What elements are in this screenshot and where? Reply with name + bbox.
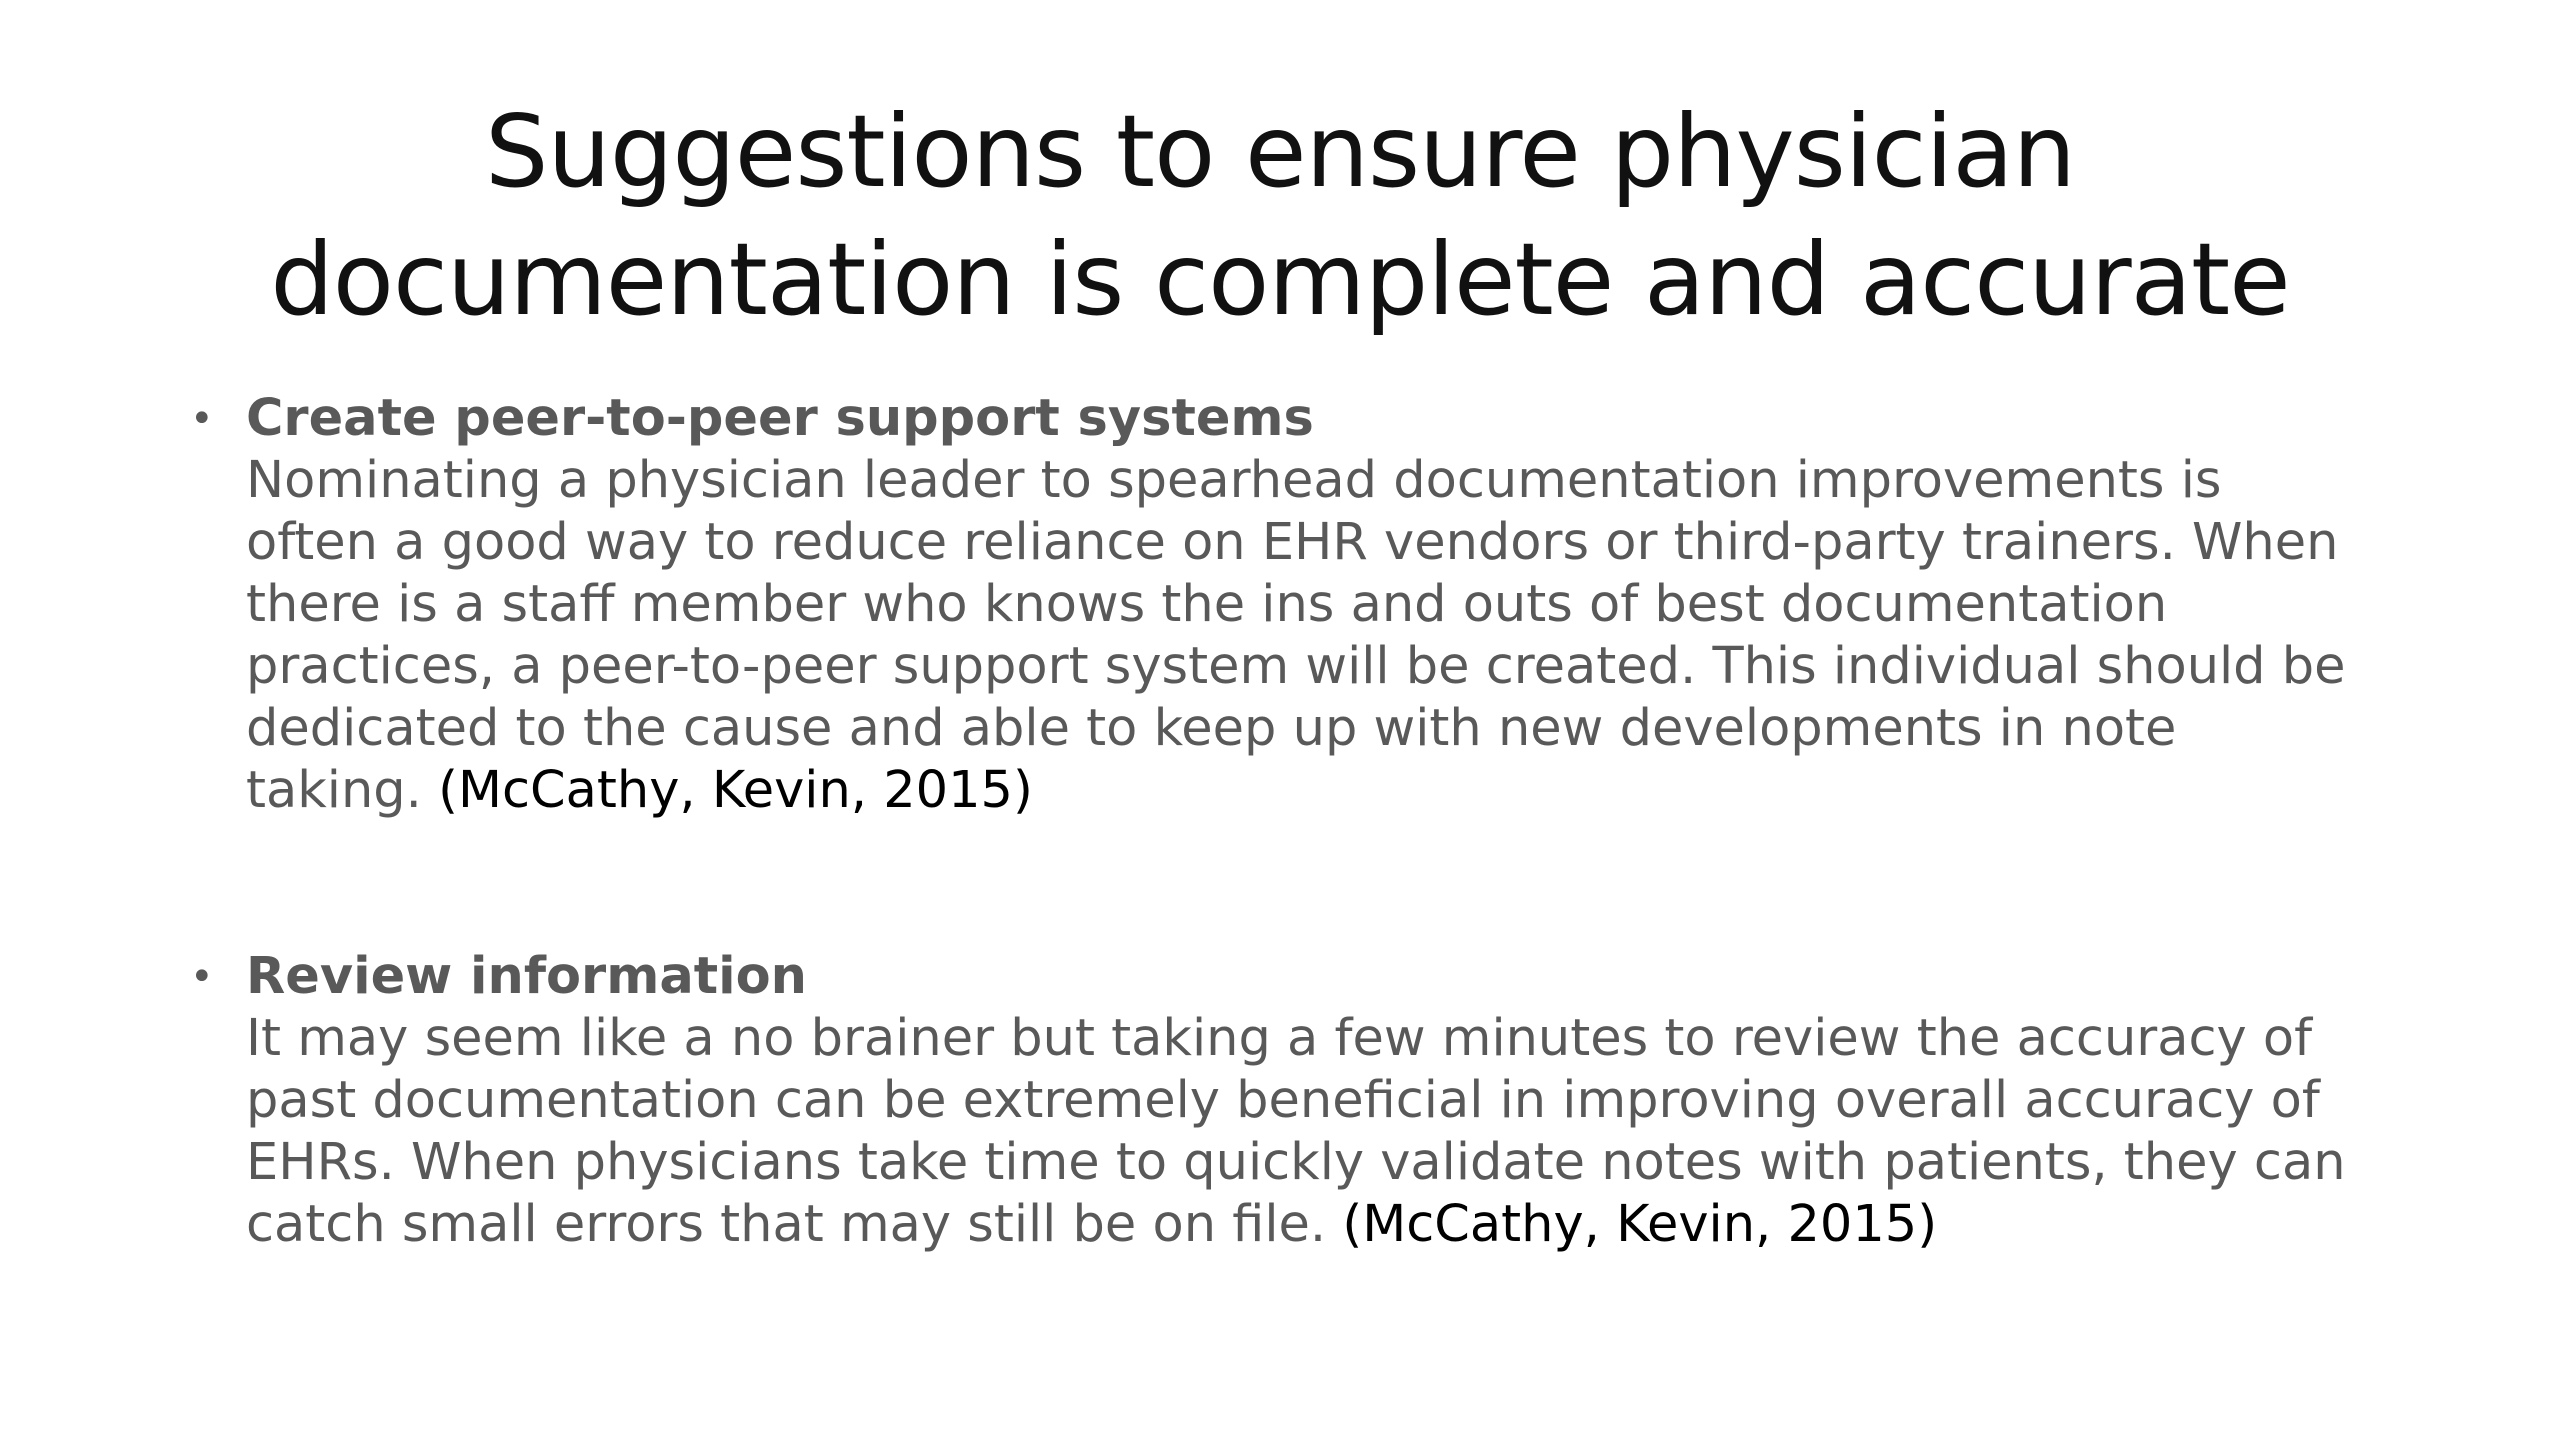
bullet-body-line: past documentation can be extremely beneficial in improving overall accuracy of xyxy=(246,1071,2320,1130)
bullet-body-line: taking. xyxy=(246,761,422,820)
bullet-item xyxy=(190,388,2430,822)
bullet-dot-icon: • xyxy=(190,396,214,442)
slide-title xyxy=(200,88,2360,344)
bullet-heading: Create peer-to-peer support systems xyxy=(246,389,1314,448)
bullet-body xyxy=(246,1008,2430,1256)
bullet-item xyxy=(190,946,2430,1256)
bullet-body-line: there is a staff member who knows the ins and outs of best documentation xyxy=(246,575,2168,634)
citation: (McCathy, Kevin, 2015) xyxy=(1342,1195,1938,1254)
bullet-heading: Review information xyxy=(246,947,807,1006)
bullet-body-line: Nominating a physician leader to spearhead documentation improvements is xyxy=(246,451,2222,510)
bullet-dot-icon: • xyxy=(190,954,214,1000)
bullet-body-last-line xyxy=(246,1194,2430,1256)
bullet-body-line: EHRs. When physicians take time to quickly validate notes with patients, they can xyxy=(246,1133,2346,1192)
slide-title-line: Suggestions to ensure physician xyxy=(485,93,2075,210)
bullet-body-line: catch small errors that may still be on file. xyxy=(246,1195,1327,1254)
bullet-body xyxy=(246,450,2430,822)
bullet-body-line: often a good way to reduce reliance on EHR vendors or third-party trainers. When xyxy=(246,513,2339,572)
bullet-body-line: It may seem like a no brainer but taking a few minutes to review the accuracy of xyxy=(246,1009,2313,1068)
bullet-list xyxy=(190,388,2430,1256)
citation: (McCathy, Kevin, 2015) xyxy=(438,761,1033,820)
bullet-body-line: dedicated to the cause and able to keep up with new developments in note xyxy=(246,699,2177,758)
bullet-body-line: practices, a peer-to-peer support system will be created. This individual should be xyxy=(246,637,2346,696)
slide-title-line: documentation is complete and accurate xyxy=(270,221,2290,338)
bullet-body-last-line xyxy=(246,760,2430,822)
